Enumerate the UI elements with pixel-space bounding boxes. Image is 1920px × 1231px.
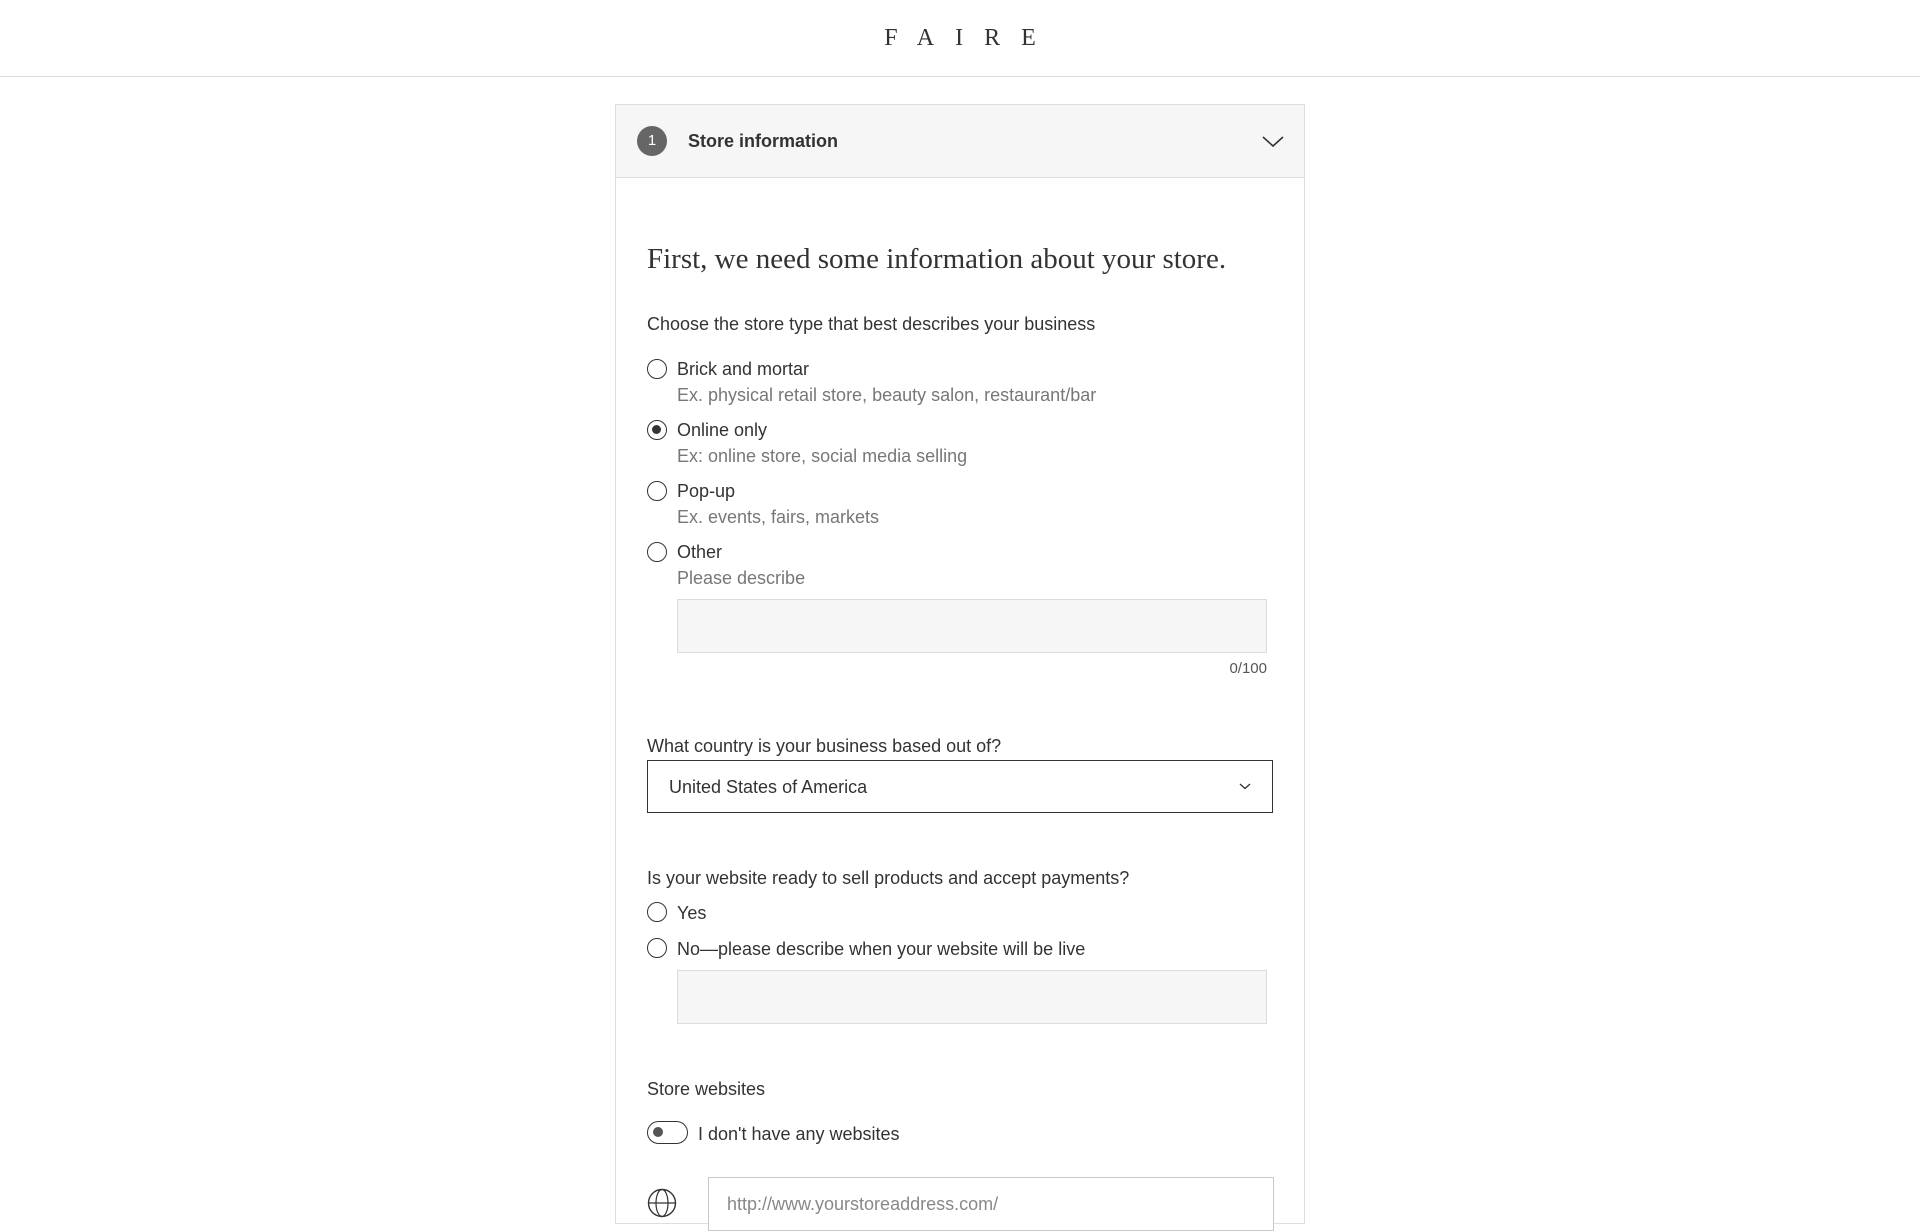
no-websites-toggle-label[interactable]: I don't have any websites (698, 1124, 900, 1144)
radio-other[interactable] (647, 542, 667, 562)
toggle-knob (653, 1127, 663, 1137)
option-label-other[interactable]: Other (677, 542, 723, 562)
character-counter: 0/100 (1229, 660, 1267, 677)
country-select[interactable] (647, 760, 1273, 813)
radio-website-no[interactable] (647, 938, 667, 958)
other-description-input[interactable] (677, 599, 1267, 653)
section-title: Store information (688, 131, 839, 151)
faire-logo[interactable]: FAIRE (884, 25, 1057, 51)
option-description-other: Please describe (677, 568, 806, 588)
option-label-pop-up[interactable]: Pop-up (677, 481, 736, 501)
chevron-down-icon (1239, 781, 1251, 791)
option-description-online-only: Ex: online store, social media selling (677, 446, 968, 466)
country-question: What country is your business based out of? (647, 736, 1002, 756)
option-label-yes[interactable]: Yes (677, 903, 707, 923)
website-live-description-input[interactable] (677, 970, 1267, 1024)
option-label-brick-and-mortar[interactable]: Brick and mortar (677, 359, 810, 379)
section-header[interactable] (616, 105, 1304, 178)
store-website-url-input[interactable] (708, 1177, 1274, 1231)
option-label-no[interactable]: No—please describe when your website will be live (677, 939, 1086, 959)
chevron-down-icon[interactable] (1261, 131, 1285, 151)
no-websites-toggle[interactable] (647, 1121, 688, 1144)
option-description-pop-up: Ex. events, fairs, markets (677, 507, 880, 527)
option-description-brick-and-mortar: Ex. physical retail store, beauty salon, restaurant/bar (677, 385, 1097, 405)
option-label-online-only[interactable]: Online only (677, 420, 768, 440)
store-type-question: Choose the store type that best describes your business (647, 314, 1096, 334)
step-number-badge: 1 (637, 126, 667, 156)
top-bar (0, 0, 1920, 77)
radio-pop-up[interactable] (647, 481, 667, 501)
store-websites-label: Store websites (647, 1079, 766, 1099)
country-select-value: United States of America (669, 777, 868, 797)
radio-website-yes[interactable] (647, 902, 667, 922)
radio-brick-and-mortar[interactable] (647, 359, 667, 379)
website-ready-question: Is your website ready to sell products and accept payments? (647, 868, 1130, 888)
globe-icon (647, 1188, 677, 1218)
page-heading: First, we need some information about your store. (647, 243, 1227, 275)
radio-online-only[interactable] (647, 420, 667, 440)
store-information-card (615, 104, 1305, 1224)
